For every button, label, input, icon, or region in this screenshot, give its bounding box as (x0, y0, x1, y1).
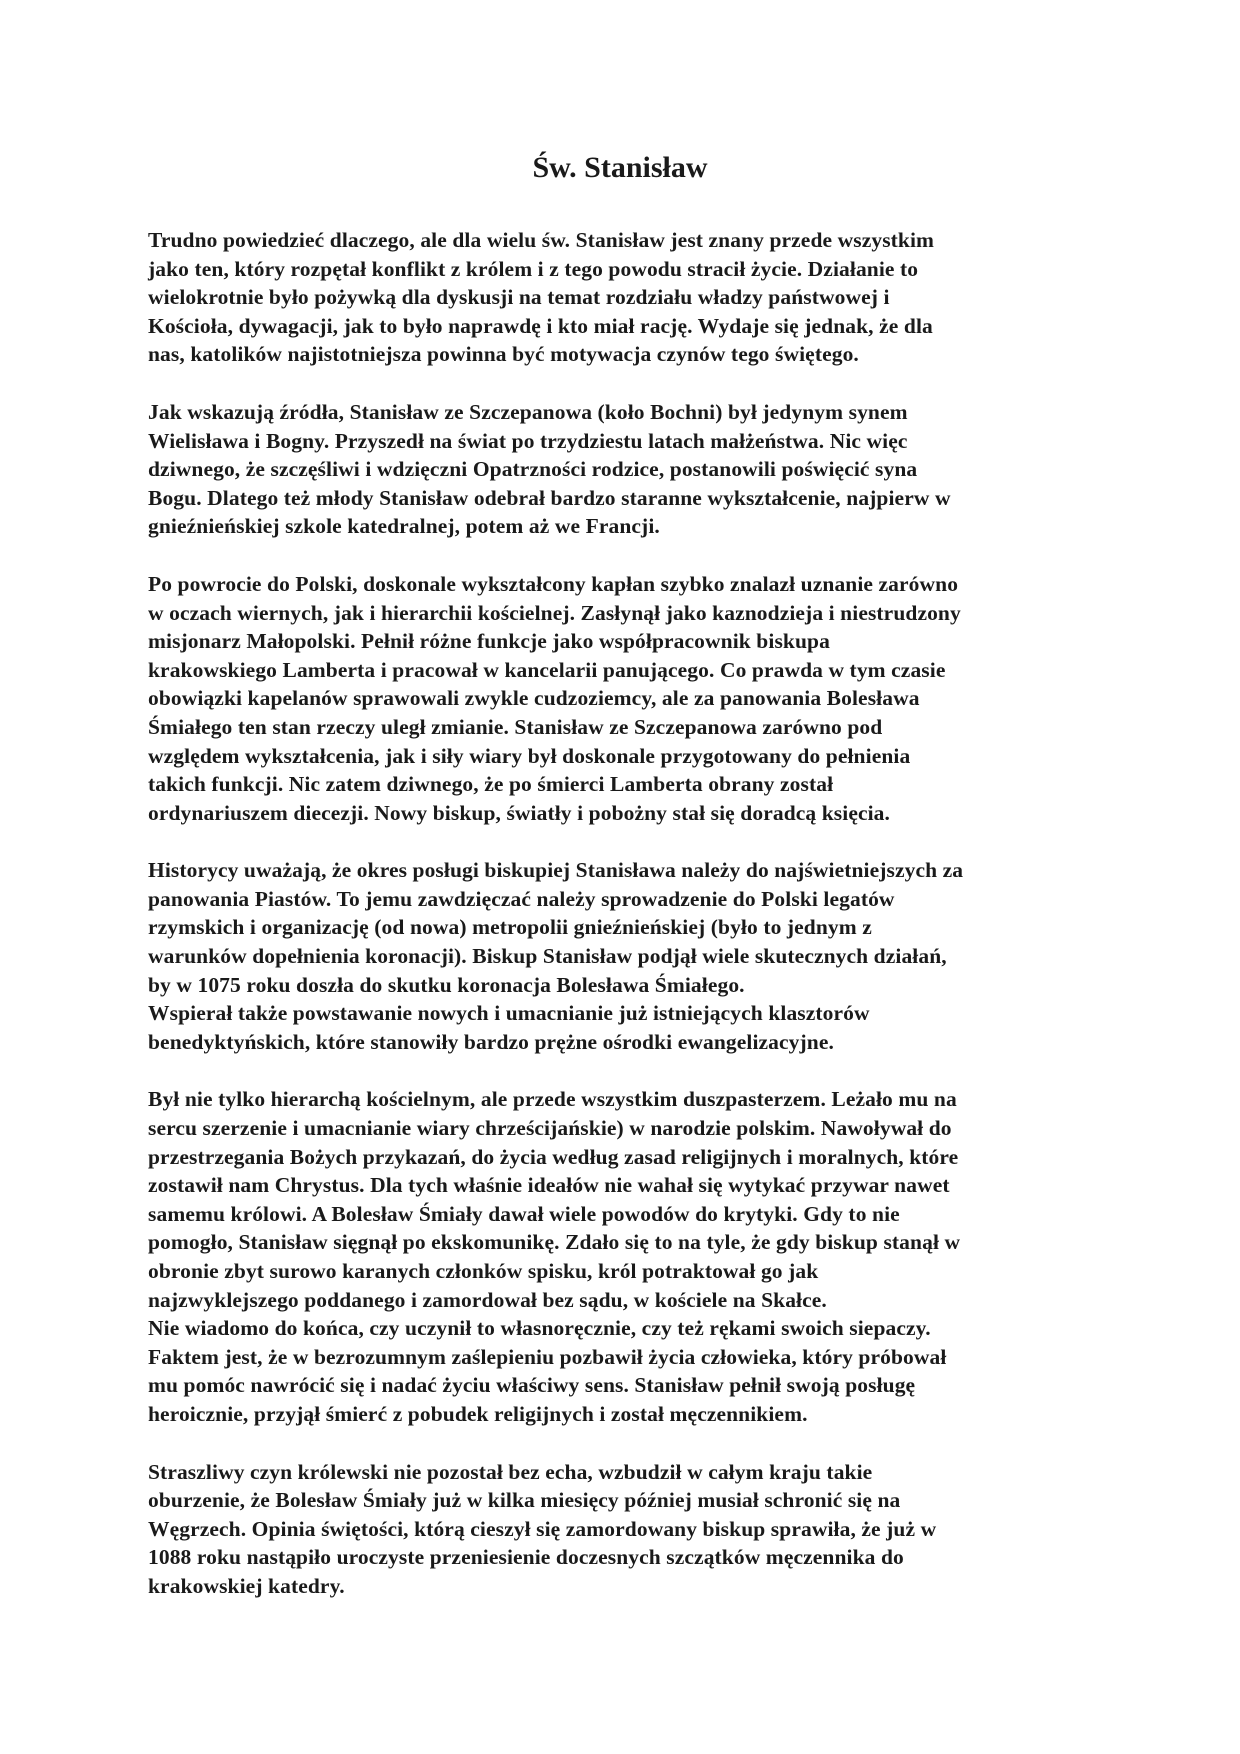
text-line: rzymskich i organizację (od nowa) metropolii gnieźnieńskiej (było to jednym z (148, 915, 872, 940)
text-line: krakowskiego Lamberta i pracował w kancelarii panującego. Co prawda w tym czasie (148, 657, 946, 682)
text-line: benedyktyńskich, które stanowiły bardzo prężne ośrodki ewangelizacyjne. (148, 1029, 834, 1054)
text-line: Wspierał także powstawanie nowych i umacnianie już istniejących klasztorów (148, 1001, 870, 1026)
text-line: heroicznie, przyjął śmierć z pobudek religijnych i został męczennikiem. (148, 1401, 808, 1426)
text-line: by w 1075 roku doszła do skutku koronacja Bolesława Śmiałego. (148, 972, 745, 997)
text-line: Węgrzech. Opinia świętości, którą cieszył się zamordowany biskup sprawiła, że już w (148, 1516, 937, 1541)
text-line: panowania Piastów. To jemu zawdzięczać należy sprowadzenie do Polski legatów (148, 886, 895, 911)
text-line: nas, katolików najistotniejsza powinna być motywacja czynów tego świętego. (148, 342, 859, 367)
paragraph (148, 570, 1098, 827)
text-line: Jak wskazują źródła, Stanisław ze Szczepanowa (koło Bochni) był jedynym synem (148, 399, 908, 424)
document-body (148, 226, 1098, 1630)
text-line: Po powrocie do Polski, doskonale wykształcony kapłan szybko znalazł uznanie zarówno (148, 571, 959, 596)
text-line: samemu królowi. A Bolesław Śmiały dawał wiele powodów do krytyki. Gdy to nie (148, 1201, 900, 1226)
text-line: Śmiałego ten stan rzeczy uległ zmianie. Stanisław ze Szczepanowa zarówno pod (148, 714, 883, 739)
text-line: mu pomóc nawrócić się i nadać życiu właściwy sens. Stanisław pełnił swoją posługę (148, 1373, 916, 1398)
text-line: takich funkcji. Nic zatem dziwnego, że po śmierci Lamberta obrany został (148, 772, 834, 797)
text-line: najzwyklejszego poddanego i zamordował bez sądu, w kościele na Skałce. (148, 1287, 827, 1312)
text-line: ordynariuszem diecezji. Nowy biskup, światły i pobożny stał się doradcą księcia. (148, 800, 891, 825)
text-line: oburzenie, że Bolesław Śmiały już w kilka miesięcy później musiał schronić się na (148, 1488, 901, 1513)
paragraph (148, 1458, 1098, 1601)
text-line: Bogu. Dlatego też młody Stanisław odebrał bardzo staranne wykształcenie, najpierw w (148, 485, 951, 510)
page-title: Św. Stanisław (532, 151, 708, 184)
text-line: Straszliwy czyn królewski nie pozostał bez echa, wzbudził w całym kraju takie (148, 1459, 873, 1484)
text-line: Faktem jest, że w bezrozumnym zaślepieniu pozbawił życia człowieka, który próbował (148, 1344, 947, 1369)
text-line: obowiązki kapelanów sprawowali zwykle cudzoziemcy, ale za panowania Bolesława (148, 686, 920, 711)
text-line: obronie zbyt surowo karanych członków spisku, król potraktował go jak (148, 1259, 819, 1283)
text-line: względem wykształcenia, jak i siły wiary był doskonale przygotowany do pełnienia (148, 743, 911, 768)
text-line: dziwnego, że szczęśliwi i wdzięczni Opatrzności rodzice, postanowili poświęcić syna (148, 457, 918, 482)
text-line: w oczach wiernych, jak i hierarchii kościelnej. Zasłynął jako kaznodzieja i niestrudzony (148, 600, 961, 625)
paragraph (148, 398, 1098, 541)
paragraph (148, 856, 1098, 1056)
text-line: misjonarz Małopolski. Pełnił różne funkcje jako współpracownik biskupa (148, 629, 830, 654)
paragraph (148, 1085, 1098, 1428)
text-line: Był nie tylko hierarchą kościelnym, ale przede wszystkim duszpasterzem. Leżało mu na (148, 1087, 957, 1112)
text-line: gnieźnieńskiej szkole katedralnej, potem aż we Francji. (148, 514, 660, 539)
text-line: jako ten, który rozpętał konflikt z królem i z tego powodu stracił życie. Działanie to (148, 256, 919, 281)
text-line: krakowskiej katedry. (148, 1573, 345, 1598)
text-line: przestrzegania Bożych przykazań, do życia według zasad religijnych i moralnych, które (148, 1144, 959, 1169)
text-line: zostawił nam Chrystus. Dla tych właśnie ideałów nie wahał się wytykać przywar nawet (148, 1173, 950, 1198)
text-line: Kościoła, dywagacji, jak to było naprawdę i kto miał rację. Wydaje się jednak, że dla (148, 313, 933, 338)
text-line: Trudno powiedzieć dlaczego, ale dla wielu św. Stanisław jest znany przede wszystkim (148, 228, 935, 252)
text-line: Wielisława i Bogny. Przyszedł na świat po trzydziestu latach małżeństwa. Nic więc (148, 428, 908, 453)
paragraph (148, 226, 1098, 369)
text-line: warunków dopełnienia koronacji). Biskup Stanisław podjął wiele skutecznych działań, (148, 944, 947, 969)
text-line: pomogło, Stanisław sięgnął po ekskomunikę. Zdało się to na tyle, że gdy biskup stanął w (148, 1230, 961, 1255)
text-line: 1088 roku nastąpiło uroczyste przeniesienie doczesnych szczątków męczennika do (148, 1545, 904, 1570)
text-line: Nie wiadomo do końca, czy uczynił to własnoręcznie, czy też rękami swoich siepaczy. (148, 1316, 931, 1341)
text-line: sercu szerzenie i umacnianie wiary chrześcijańskie) w narodzie polskim. Nawoływał do (148, 1116, 952, 1141)
text-line: Historycy uważają, że okres posługi biskupiej Stanisława należy do najświetniejszych za (148, 858, 964, 883)
text-line: wielokrotnie było pożywką dla dyskusji na temat rozdziału władzy państwowej i (148, 285, 890, 310)
